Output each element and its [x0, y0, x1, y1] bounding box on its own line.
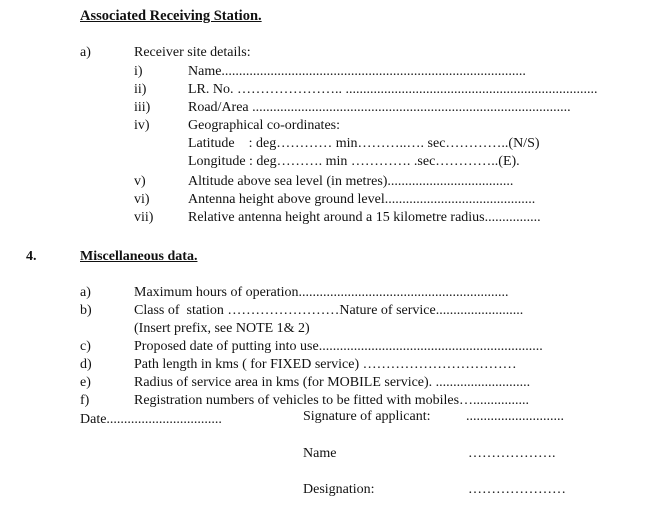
- lr-no-field: LR. No. ………………….. ........................................................................: [188, 82, 598, 97]
- max-hours-field: Maximum hours of operation............................................................: [134, 285, 509, 300]
- item-number: iii): [134, 100, 151, 115]
- item-number: ii): [134, 82, 147, 97]
- geo-coordinates-label: Geographical co-ordinates:: [188, 118, 340, 133]
- item-number: v): [134, 174, 146, 189]
- road-area-field: Road/Area ...........................................................................................: [188, 100, 571, 115]
- item-number: c): [80, 339, 91, 354]
- name-line: ……………….: [468, 446, 556, 461]
- item-number: b): [80, 303, 92, 318]
- proposed-date-field: Proposed date of putting into use................................................................: [134, 339, 543, 354]
- section-number: 4.: [26, 249, 37, 264]
- item-number: d): [80, 357, 92, 372]
- item-number: e): [80, 375, 91, 390]
- path-length-field: Path length in kms ( for FIXED service) ……………………………: [134, 357, 517, 372]
- longitude-field: Longitude : deg………. min …………. .sec…………..(E).: [188, 154, 520, 169]
- item-number: i): [134, 64, 143, 79]
- name-label: Name: [303, 446, 337, 461]
- item-number: a): [80, 285, 91, 300]
- item-number: f): [80, 393, 90, 408]
- receiver-name-field: Name.......................................................................................: [188, 64, 526, 79]
- signature-label: Signature of applicant:: [303, 409, 431, 424]
- receiver-marker: a): [80, 45, 91, 60]
- heading-associated-receiving-station: Associated Receiving Station.: [80, 8, 262, 24]
- latitude-field: Latitude : deg………… min………..…. sec…………..(N/S): [188, 136, 540, 151]
- item-number: vi): [134, 192, 150, 207]
- service-radius-field: Radius of service area in kms (for MOBILE service). ...........................: [134, 375, 531, 390]
- class-of-station-field: Class of station ……………………Nature of service.........................: [134, 303, 524, 318]
- antenna-height-field: Antenna height above ground level...........................................: [188, 192, 536, 207]
- prefix-note: (Insert prefix, see NOTE 1& 2): [134, 321, 310, 336]
- date-field: Date.................................: [80, 412, 222, 427]
- section-title-miscellaneous: Miscellaneous data.: [80, 249, 198, 264]
- relative-antenna-height-field: Relative antenna height around a 15 kilometre radius................: [188, 210, 541, 225]
- item-number: vii): [134, 210, 154, 225]
- receiver-title: Receiver site details:: [134, 45, 251, 60]
- designation-label: Designation:: [303, 482, 375, 497]
- designation-line: …………………: [468, 482, 566, 497]
- registration-numbers-field: Registration numbers of vehicles to be fitted with mobiles…................: [134, 393, 530, 408]
- item-number: iv): [134, 118, 150, 133]
- signature-line: ............................: [466, 409, 564, 424]
- altitude-field: Altitude above sea level (in metres)....................................: [188, 174, 514, 189]
